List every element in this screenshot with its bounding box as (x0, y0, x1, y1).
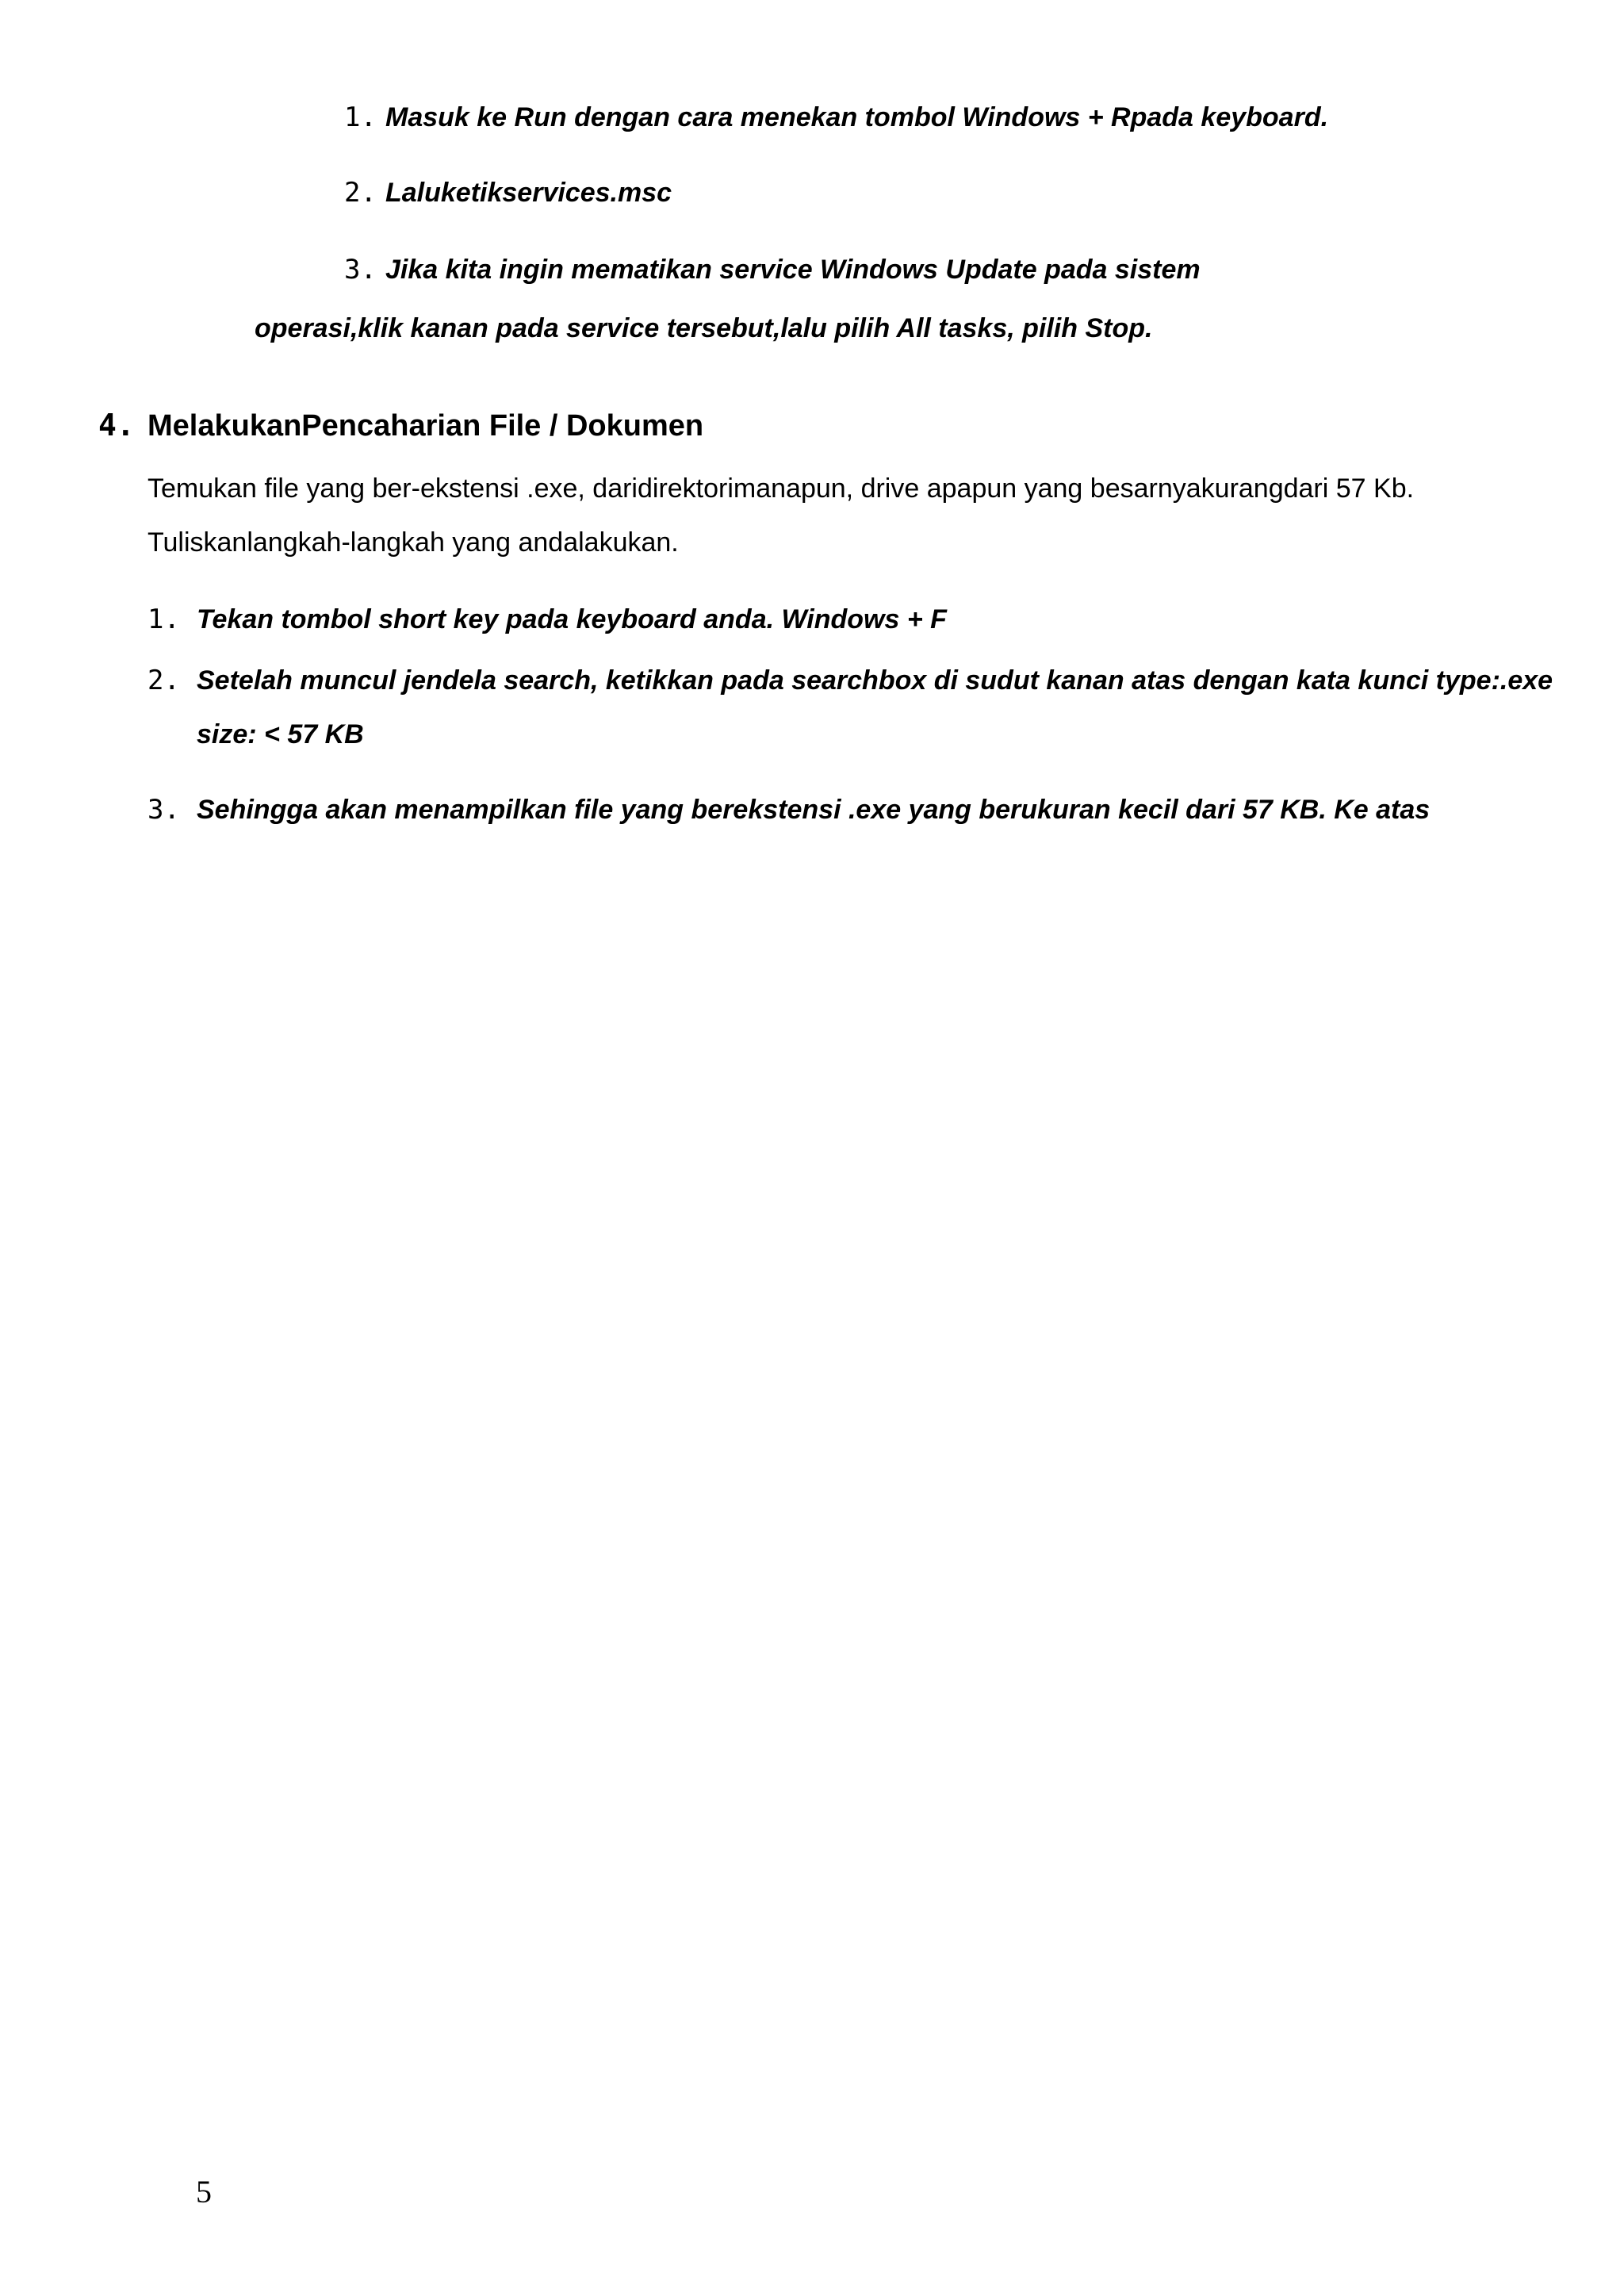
step-item (147, 792, 1430, 827)
step-continuation-text: operasi,klik kanan pada service tersebut,lalu pilih All tasks, pilih Stop. (255, 313, 1153, 343)
step-text: Jika kita ingin mematikan service Windows Update pada sistem (385, 255, 1201, 285)
step-text: Masuk ke Run dengan cara menekan tombol Windows + Rpada keyboard. (385, 102, 1329, 132)
section-heading (98, 406, 703, 446)
section-number: 4. (98, 408, 135, 443)
step-number: 2. (147, 665, 180, 696)
step-continuation (255, 311, 1152, 346)
step-number: 3. (344, 254, 377, 286)
step-text: Tekan tombol short key pada keyboard anda. Windows + F (197, 604, 947, 634)
step-number: 3. (147, 794, 180, 826)
step-continuation-text: size: < 57 KB (197, 719, 364, 749)
section-title: MelakukanPencaharian File / Dokumen (147, 409, 704, 443)
description-text: Tuliskanlangkah-langkah yang andalakukan. (147, 527, 679, 558)
step-item (147, 663, 1553, 698)
step-item (344, 100, 1328, 135)
step-number: 1. (147, 604, 180, 635)
step-text: Sehingga akan menampilkan file yang berekstensi .exe yang berukuran kecil dari 57 KB. Ke atas (197, 795, 1431, 825)
page-number: 5 (196, 2174, 212, 2210)
description-text: Temukan file yang ber-ekstensi .exe, daridirektorimanapun, drive apapun yang besarnyakurangdari 57 Kb. (147, 473, 1415, 504)
step-number: 1. (344, 102, 377, 133)
step-text: Setelah muncul jendela search, ketikkan pada searchbox di sudut kanan atas dengan kata kunci type:.exe (197, 665, 1553, 696)
step-item (344, 175, 672, 210)
step-number: 2. (344, 177, 377, 209)
step-text: Laluketikservices.msc (385, 178, 672, 208)
section-description-line (147, 525, 679, 560)
step-item (344, 252, 1201, 287)
step-item (147, 602, 947, 637)
section-description-line (147, 471, 1414, 506)
step-continuation (197, 717, 364, 752)
